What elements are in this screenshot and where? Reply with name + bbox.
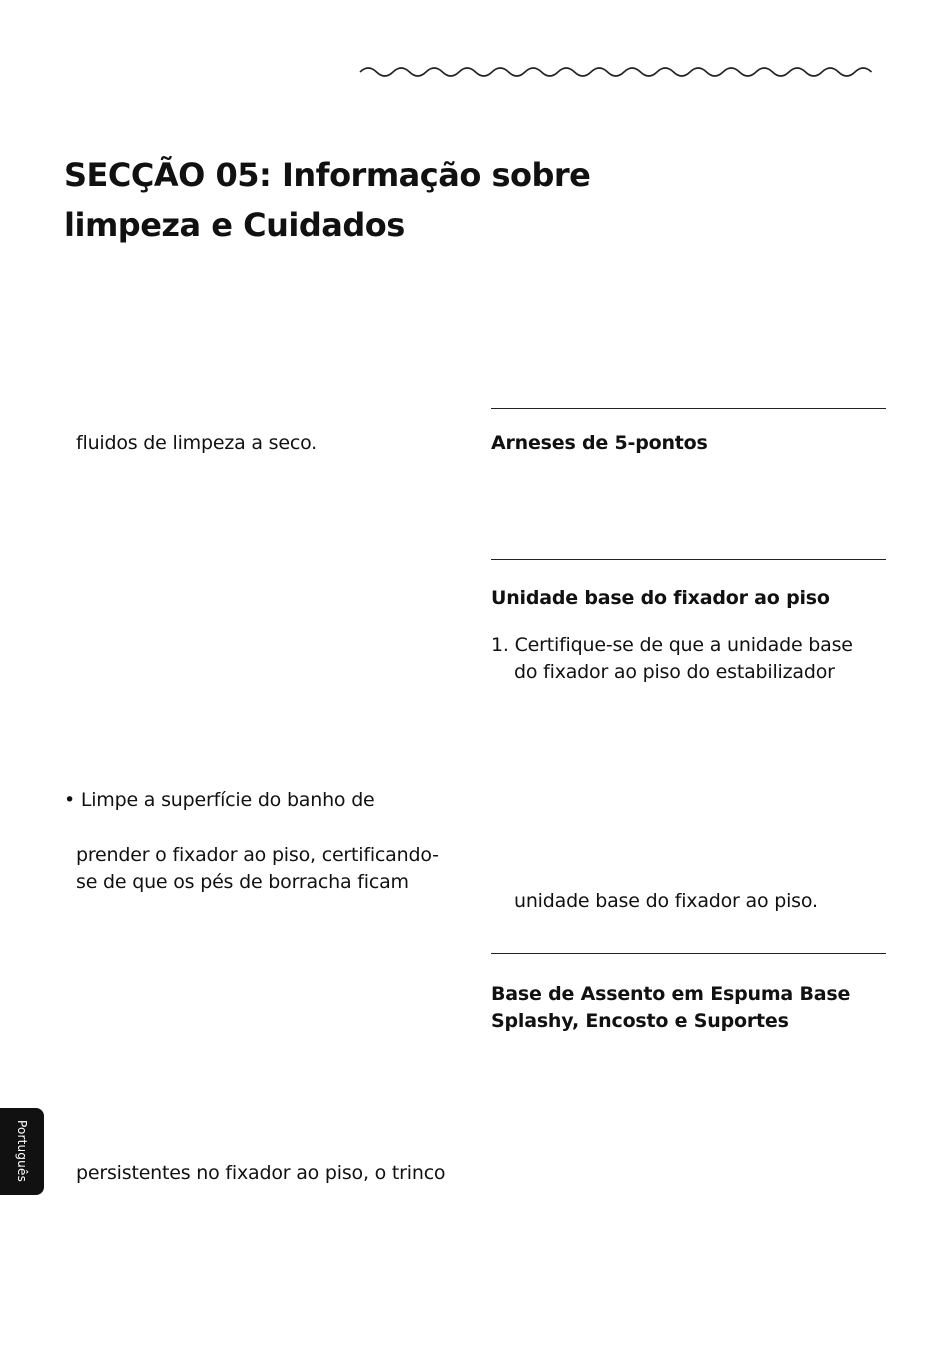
language-tab-label: Português (15, 1119, 29, 1183)
section-divider-harness (491, 408, 886, 409)
page-title-line-2: limpeza e Cuidados (64, 206, 405, 244)
page-title-line-1: SECÇÃO 05: Informação sobre (64, 156, 591, 194)
left-bullet-clean-surface: • Limpe a superfície do banho de (64, 789, 375, 811)
section-divider-foam-base (491, 953, 886, 954)
wavy-line-icon (358, 62, 888, 82)
left-paragraph-fixer-line-2: se de que os pés de borracha ficam (76, 871, 409, 893)
left-paragraph-persistent: persistentes no fixador ao piso, o trinco (76, 1162, 446, 1184)
left-paragraph-dry-cleaning: fluidos de limpeza a seco. (76, 432, 318, 454)
heading-foam-base-line-2: Splashy, Encosto e Suportes (491, 1010, 789, 1032)
heading-foam-base-line-1: Base de Assento em Espuma Base (491, 983, 851, 1005)
section-divider-base-unit (491, 559, 886, 560)
heading-base-unit: Unidade base do fixador ao piso (491, 587, 830, 609)
language-tab (0, 1108, 44, 1195)
base-unit-step-1-line-2: do fixador ao piso do estabilizador (514, 661, 835, 683)
page-title (64, 150, 624, 250)
base-unit-step-1-line-1: 1. Certifique-se de que a unidade base (491, 634, 853, 656)
heading-harness: Arneses de 5-pontos (491, 432, 708, 454)
base-unit-step-end: unidade base do fixador ao piso. (514, 890, 818, 912)
left-paragraph-fixer-line-1: prender o fixador ao piso, certificando- (76, 844, 439, 866)
